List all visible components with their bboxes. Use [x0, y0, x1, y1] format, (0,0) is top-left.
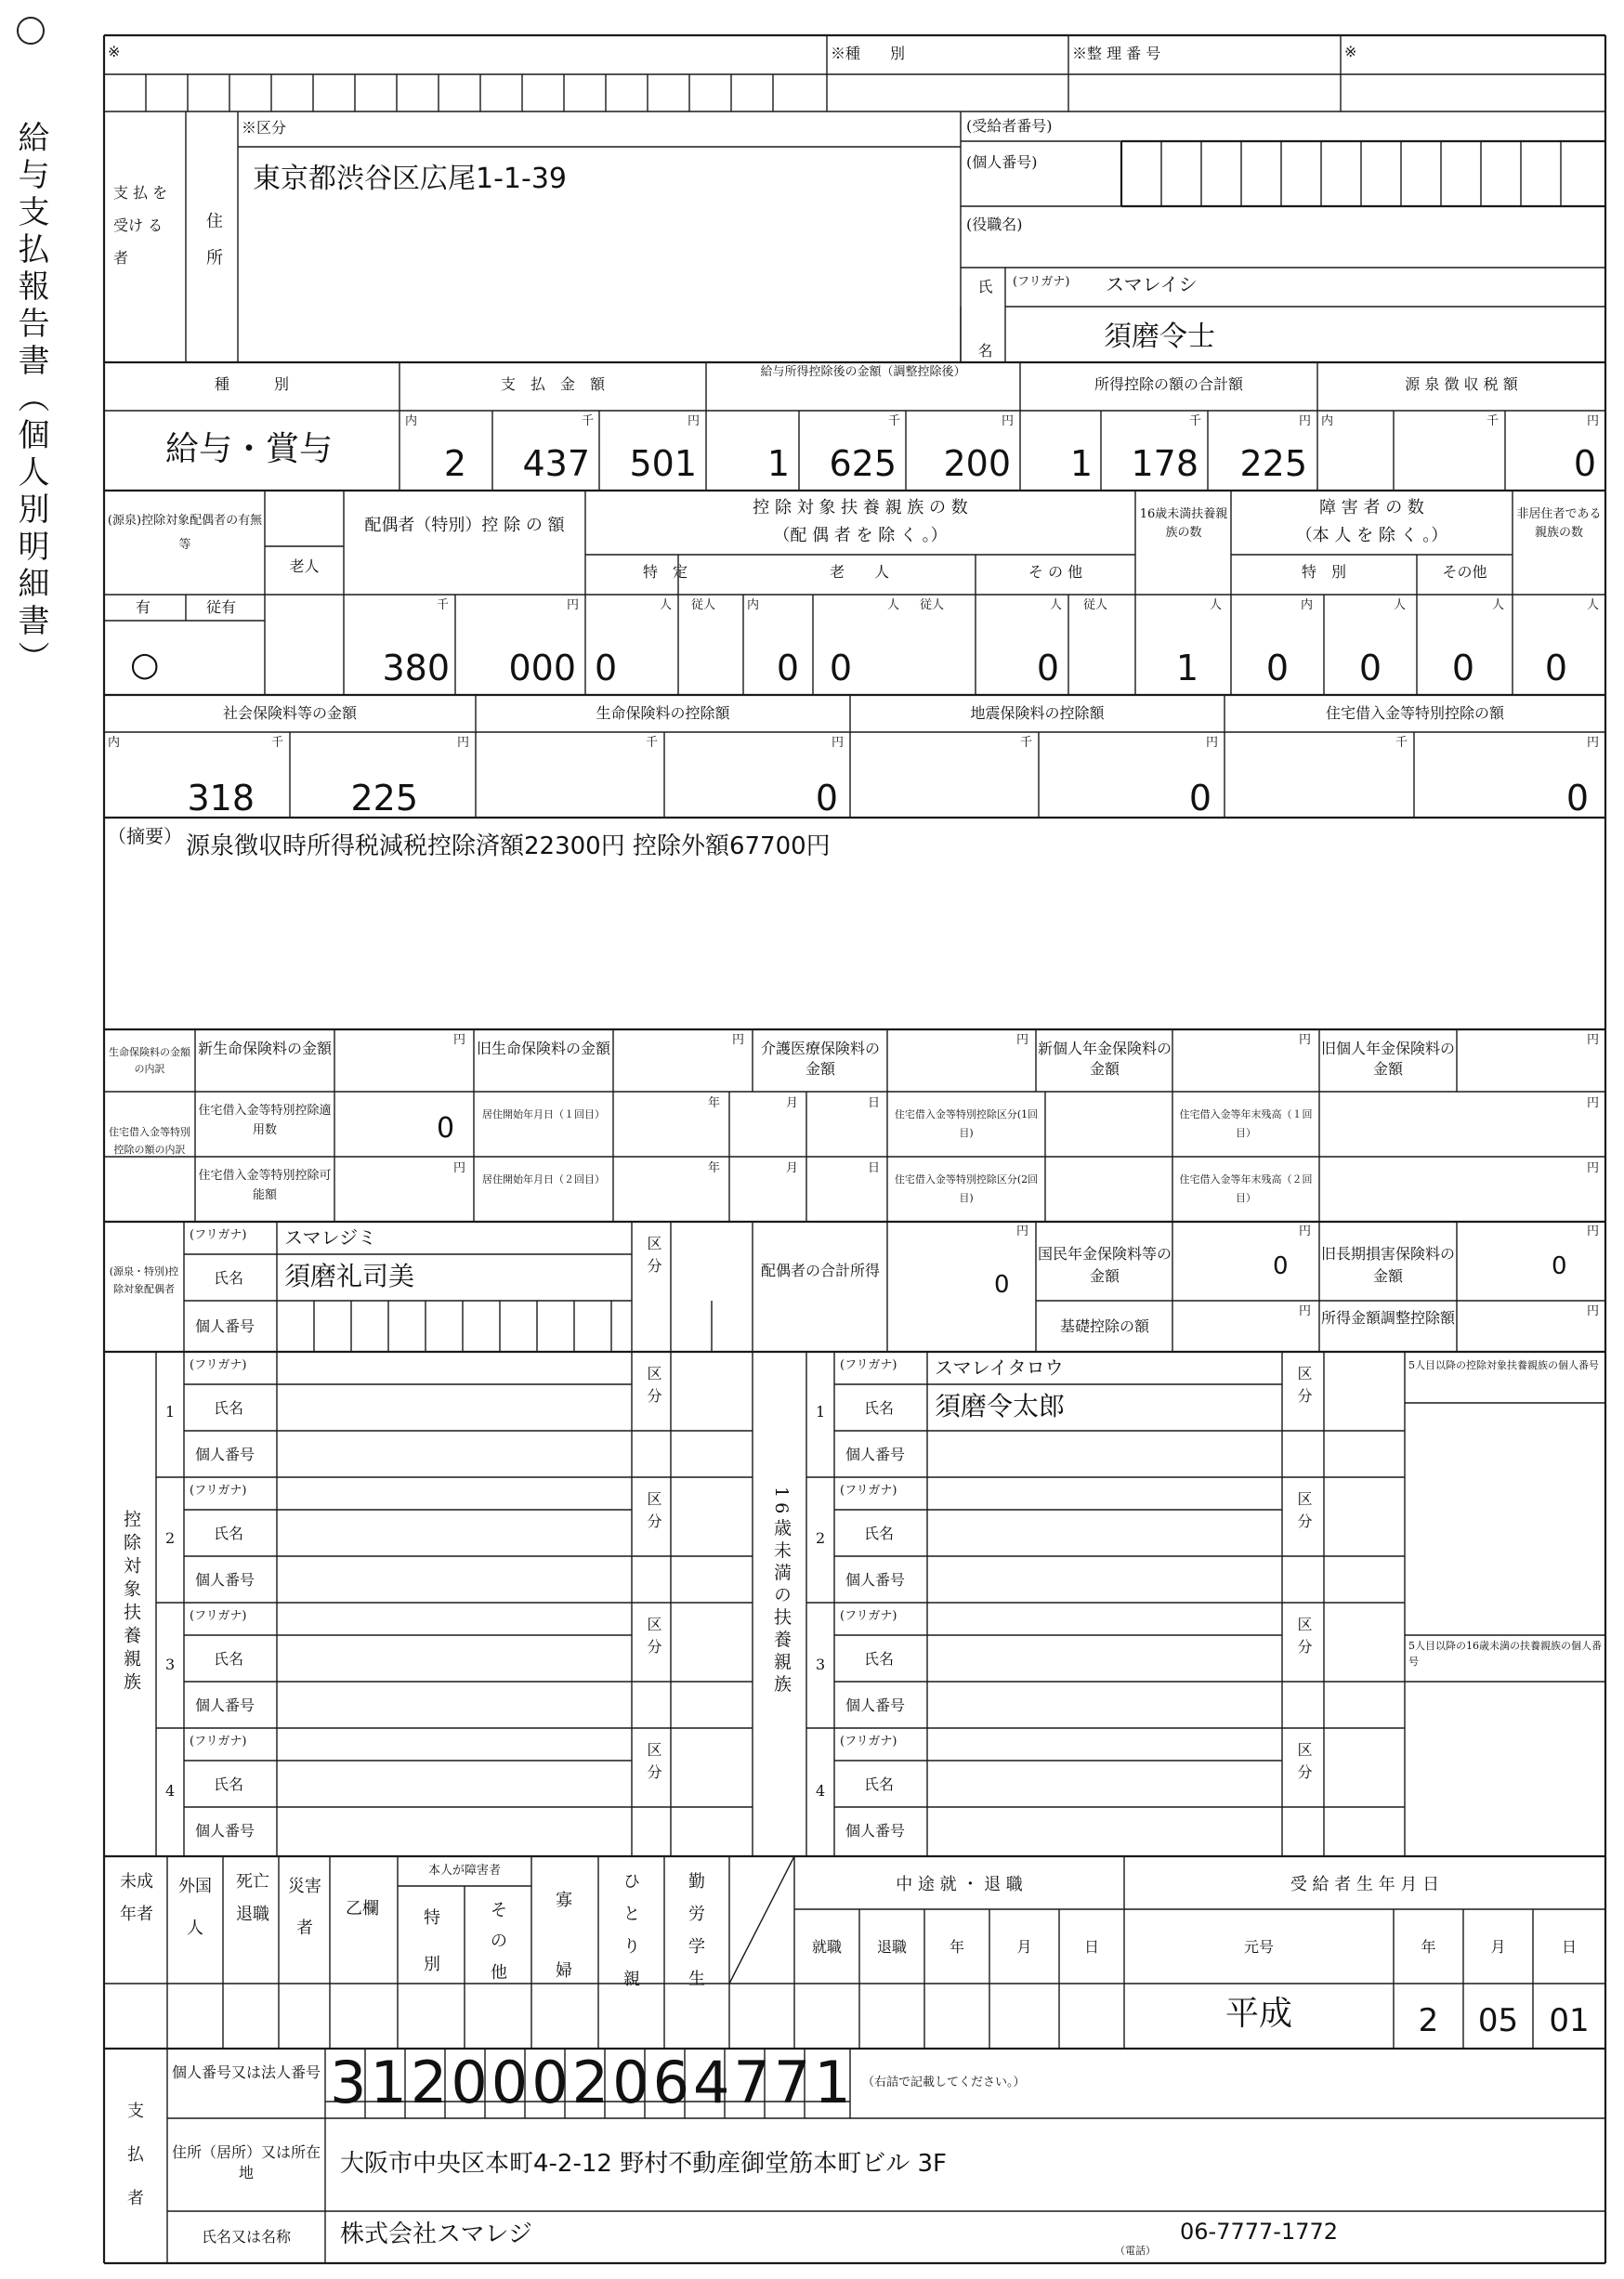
dep3-class-label: 区分 — [645, 1617, 662, 1661]
start2-month: 月 — [786, 1161, 799, 1175]
birth-month: 05 — [1477, 2002, 1519, 2039]
housing-possible-label: 住宅借入金等特別控除可能額 — [198, 1169, 332, 1202]
life-amount: 0 — [815, 778, 838, 819]
position-label: (役職名) — [966, 216, 1023, 233]
elderly-count: 0 — [829, 648, 853, 688]
dep4-number-label: 個人番号 — [195, 1822, 255, 1840]
header-ref-label: ※整 理 番 号 — [1072, 45, 1161, 62]
after-units: 200 — [943, 443, 1011, 484]
life-en-label: 円 — [832, 736, 845, 750]
dep-count-label: 控 除 対 象 扶 養 親 族 の 数 — [753, 498, 968, 517]
other-count: 0 — [1036, 648, 1059, 688]
old-damage-label: 旧長期損害保険料の金額 — [1321, 1245, 1456, 1285]
disabled-label: 障 害 者 の 数 — [1319, 498, 1424, 517]
yes-label: 有 — [136, 598, 151, 616]
u16-row-2: 2 — [816, 1529, 826, 1547]
pay-millions: 2 — [443, 443, 466, 484]
after-millions: 1 — [766, 443, 790, 484]
specific-count: 0 — [595, 648, 618, 688]
dep3-number-label: 個人番号 — [195, 1696, 255, 1714]
name-label: 氏 名 — [976, 279, 993, 381]
recipient-address: 東京都渋谷区広尾1-1-39 — [253, 163, 567, 195]
u16-3-name-label: 氏名 — [864, 1650, 895, 1668]
housing-amount: 0 — [1565, 778, 1589, 819]
midway-year-label: 年 — [949, 1938, 964, 1956]
pay-units: 501 — [629, 443, 697, 484]
special-label: 特 別 — [1301, 563, 1346, 581]
u16-row-3: 3 — [816, 1656, 826, 1673]
u16-4-furigana-label: (フリガナ) — [840, 1735, 897, 1749]
social-inner-label: 内 — [108, 736, 121, 750]
housing-sen-label: 千 — [1395, 736, 1408, 750]
other-follow: 従人 — [1083, 598, 1108, 612]
remarks-label: （摘要） — [108, 825, 182, 847]
pension-label: 国民年金保険料等の金額 — [1038, 1245, 1172, 1285]
spouse-income-label: 配偶者の合計所得 — [760, 1262, 880, 1279]
withholding-sen-label: 千 — [1486, 414, 1500, 428]
spouse-mark: ○ — [130, 646, 160, 684]
payer-address: 大阪市中央区本町4-2-12 野村不動産御堂筋本町ビル 3F — [340, 2150, 947, 2178]
u16-3-number-label: 個人番号 — [845, 1696, 906, 1714]
old-life-label: 旧生命保険料の金額 — [476, 1040, 610, 1057]
after-deduction-header: 給与所得控除後の金額（調整控除後） — [760, 365, 966, 379]
payer-number-label: 個人番号又は法人番号 — [171, 2063, 321, 2081]
total-millions: 1 — [1069, 443, 1093, 484]
payer-number-note: （右詰で記載してください。） — [862, 2076, 1026, 2089]
dep-row-1: 1 — [165, 1403, 176, 1421]
spouse-name: 須磨礼司美 — [284, 1261, 415, 1291]
u16-1-number-label: 個人番号 — [845, 1446, 906, 1463]
payer-tel-label: （電話） — [1115, 2245, 1156, 2257]
birth-day-label: 日 — [1561, 1938, 1577, 1956]
start1-month: 月 — [786, 1096, 799, 1110]
balance2-en: 円 — [1587, 1161, 1600, 1175]
retire-label: 退職 — [876, 1938, 907, 1956]
u16-2-furigana-label: (フリガナ) — [840, 1484, 897, 1498]
housing-en-label: 円 — [1587, 736, 1600, 750]
special-count: 0 — [1358, 648, 1382, 688]
u16-1-name-label: 氏名 — [864, 1399, 895, 1417]
pay-thousands: 437 — [522, 443, 590, 484]
spouse-amount-thousands: 380 — [382, 648, 450, 688]
start2-day: 日 — [868, 1161, 881, 1175]
self-other-label: その他 — [491, 1901, 507, 1983]
dep1-number-label: 個人番号 — [195, 1446, 255, 1463]
total-deduction-header: 所得控除の額の合計額 — [1094, 375, 1243, 393]
basic-label: 基礎控除の額 — [1059, 1317, 1149, 1335]
self-disabled-label: 本人が障害者 — [427, 1864, 501, 1878]
recipient-no-label: (受給者番号) — [966, 117, 1053, 135]
spouse-label: (源泉)控除対象配偶者の有無等 — [107, 514, 263, 552]
dep1-class-label: 区分 — [645, 1366, 662, 1410]
u16-2-class-label: 区分 — [1295, 1491, 1313, 1536]
form-title: 給与支払報告書（個人別明細書） — [12, 121, 49, 678]
my-number-label: (個人番号) — [966, 153, 1038, 171]
self-special-label: 特別 — [424, 1908, 440, 1975]
single-parent-label: ひとり親 — [623, 1872, 640, 1990]
spouse-furigana-label: (フリガナ) — [190, 1228, 247, 1242]
special-unit: 人 — [1394, 598, 1407, 612]
note-5th-under16: 5人目以降の16歳未満の扶養親族の個人番号 — [1408, 1640, 1602, 1668]
dep4-furigana-label: (フリガナ) — [190, 1735, 247, 1749]
elderly-inner-label: 内 — [747, 598, 760, 612]
birth-day: 01 — [1549, 2002, 1590, 2039]
possible-en: 円 — [453, 1161, 466, 1175]
u16-4-class-label: 区分 — [1295, 1742, 1313, 1787]
spouse-income: 0 — [994, 1271, 1010, 1299]
withholding-inner-label: 内 — [1321, 414, 1334, 428]
dep4-name-label: 氏名 — [214, 1775, 244, 1793]
new-pension-label: 新個人年金保険料の金額 — [1038, 1040, 1172, 1079]
remarks-text: 源泉徴収時所得税減税控除済額22300円 控除外額67700円 — [186, 832, 831, 860]
withholding-header: 源 泉 徴 収 税 額 — [1405, 375, 1518, 393]
hire-label: 就職 — [811, 1938, 842, 1956]
specific-unit: 人 — [660, 598, 673, 612]
payer-name: 株式会社スマレジ — [340, 2220, 532, 2248]
after-thousands: 625 — [829, 443, 897, 484]
dep1-furigana-label: (フリガナ) — [190, 1358, 247, 1372]
furigana-label: (フリガナ) — [1013, 275, 1070, 289]
spouse-class-label: 区分 — [645, 1236, 662, 1280]
old-pension-en: 円 — [1587, 1033, 1600, 1047]
payer-label: 支 払 者 — [127, 2102, 144, 2208]
balance1-en: 円 — [1587, 1096, 1600, 1110]
spouse-en-label: 円 — [567, 598, 580, 612]
u16-row-1: 1 — [816, 1403, 826, 1421]
total-thousands: 178 — [1131, 443, 1198, 484]
era-label: 元号 — [1243, 1938, 1274, 1956]
class1-label: 住宅借入金等特別控除区分(1回目) — [894, 1108, 1039, 1139]
other2-unit: 人 — [1492, 598, 1505, 612]
otsu-label: 乙欄 — [346, 1899, 379, 1919]
other2-count: 0 — [1451, 648, 1475, 688]
basic-en: 円 — [1299, 1304, 1312, 1318]
spouse-sen-label: 千 — [437, 598, 450, 612]
birth-year: 2 — [1418, 2002, 1439, 2039]
student-label: 勤労学生 — [688, 1872, 705, 1990]
spouse-block-label: (源泉・特別)控除対象配偶者 — [109, 1265, 179, 1295]
dep2-class-label: 区分 — [645, 1491, 662, 1536]
old-life-en: 円 — [732, 1033, 745, 1047]
spouse-furigana: スマレジミ — [284, 1226, 377, 1249]
u16-row-4: 4 — [816, 1782, 826, 1800]
elderly-follow: 従人 — [920, 598, 945, 612]
u16-3-class-label: 区分 — [1295, 1617, 1313, 1661]
recipient-furigana: スマレイシ — [1106, 273, 1198, 295]
disaster-label: 災害者 — [288, 1877, 321, 1938]
header-type-label: ※種 別 — [831, 45, 906, 62]
quake-label: 地震保険料の控除額 — [970, 704, 1105, 722]
u16-4-name-label: 氏名 — [864, 1775, 895, 1793]
social-thousands: 318 — [187, 778, 255, 819]
dep-row-4: 4 — [165, 1782, 176, 1800]
new-life-label: 新生命保険料の金額 — [197, 1040, 332, 1057]
other-label: そ の 他 — [1028, 563, 1083, 581]
housing-applicable-value: 0 — [437, 1112, 455, 1145]
nonresident-label: 非居住者である親族の数 — [1516, 507, 1602, 540]
spouse-my-number-label: 個人番号 — [195, 1317, 255, 1335]
disabled-sub: （本 人 を 除 く 。） — [1295, 526, 1448, 545]
dep-row-3: 3 — [165, 1656, 176, 1673]
disabled-inner-label: 内 — [1301, 598, 1314, 612]
old-damage-en: 円 — [1587, 1225, 1600, 1238]
start1-day: 日 — [868, 1096, 881, 1110]
u16-4-number-label: 個人番号 — [845, 1822, 906, 1840]
dep1-name-label: 氏名 — [214, 1399, 244, 1417]
pension-en: 円 — [1299, 1225, 1312, 1238]
elderly-inner-count: 0 — [776, 648, 799, 688]
disabled-inner-count: 0 — [1265, 648, 1290, 688]
housing-label: 住宅借入金等特別控除の額 — [1325, 704, 1504, 722]
adjust-en: 円 — [1587, 1304, 1600, 1318]
social-en-label: 円 — [457, 736, 470, 750]
spouse-amount-units: 000 — [508, 648, 576, 688]
spouse-name-label: 氏名 — [214, 1269, 244, 1287]
birth-month-label: 月 — [1490, 1938, 1506, 1956]
recipient-section-label: 支 払 を受け る 者 — [113, 184, 168, 268]
start2-label: 居住開始年月日（２回目） — [482, 1173, 605, 1185]
u16-1-class-label: 区分 — [1295, 1366, 1313, 1410]
spouse-income-en: 円 — [1016, 1225, 1029, 1238]
social-label: 社会保険料等の金額 — [222, 704, 357, 722]
life-label: 生命保険料の控除額 — [596, 704, 730, 722]
midway-label: 中 途 就 ・ 退 職 — [896, 1875, 1023, 1894]
dep-row-2: 2 — [165, 1529, 176, 1547]
quake-en-label: 円 — [1206, 736, 1219, 750]
medical-en: 円 — [1016, 1033, 1029, 1047]
payer-number: 3120002064771 — [330, 2049, 855, 2116]
payer-name-label: 氏名又は名称 — [201, 2228, 291, 2246]
social-units: 225 — [350, 778, 418, 819]
u16-3-furigana-label: (フリガナ) — [840, 1609, 897, 1623]
birth-label: 受 給 者 生 年 月 日 — [1290, 1875, 1440, 1894]
u16-2-name-label: 氏名 — [864, 1525, 895, 1542]
dep2-name-label: 氏名 — [214, 1525, 244, 1542]
dep4-class-label: 区分 — [645, 1742, 662, 1787]
payer-tel: 06-7777-1772 — [1180, 2219, 1339, 2245]
pay-sen-label: 千 — [582, 414, 595, 428]
new-pension-en: 円 — [1299, 1033, 1312, 1047]
payer-address-label: 住所（居所）又は所在地 — [171, 2143, 321, 2182]
midway-day-label: 日 — [1083, 1938, 1099, 1956]
adjust-label: 所得金額調整控除額 — [1321, 1309, 1456, 1327]
dep3-furigana-label: (フリガナ) — [190, 1609, 247, 1623]
old-damage-amount: 0 — [1552, 1252, 1567, 1280]
life-sen-label: 千 — [646, 736, 659, 750]
medical-label: 介護医療保険料の金額 — [760, 1040, 880, 1079]
dep2-number-label: 個人番号 — [195, 1571, 255, 1589]
elderly-label: 老人 — [289, 557, 320, 575]
start1-label: 居住開始年月日（１回目） — [482, 1108, 605, 1120]
after-sen-label: 千 — [888, 414, 901, 428]
life-breakdown-label: 生命保険料の金額の内訳 — [109, 1046, 190, 1075]
death-label: 死亡退職 — [236, 1872, 269, 1925]
withholding-amount: 0 — [1573, 443, 1596, 484]
start1-year: 年 — [708, 1096, 721, 1110]
old-pension-label: 旧個人年金保険料の金額 — [1321, 1040, 1456, 1079]
total-en-label: 円 — [1299, 414, 1312, 428]
start2-year: 年 — [708, 1161, 721, 1175]
dep-family-label: 控除対象扶養親族 — [121, 1510, 141, 1696]
header-mark2: ※ — [1344, 43, 1357, 60]
under16-count: 1 — [1175, 648, 1198, 688]
recipient-name: 須磨令士 — [1104, 321, 1215, 353]
dep2-furigana-label: (フリガナ) — [190, 1484, 247, 1498]
type-header: 種 別 — [214, 375, 289, 393]
u16-1-furigana-label: (フリガナ) — [840, 1358, 897, 1372]
withholding-en-label: 円 — [1587, 414, 1600, 428]
pay-header: 支 払 金 額 — [500, 375, 605, 393]
midway-month-label: 月 — [1016, 1938, 1032, 1956]
header-mark: ※ — [108, 43, 121, 60]
nonresident-unit: 人 — [1587, 598, 1600, 612]
dep3-name-label: 氏名 — [214, 1650, 244, 1668]
ward-label: ※区分 — [242, 119, 287, 137]
birth-era: 平成 — [1225, 1995, 1292, 2033]
other2-label: その他 — [1442, 563, 1487, 581]
nonresident-count: 0 — [1544, 648, 1568, 688]
elderly-unit: 人 — [887, 598, 900, 612]
income-type: 給与・賞与 — [165, 430, 334, 468]
new-life-en: 円 — [453, 1033, 466, 1047]
follow-label: 従有 — [206, 598, 237, 616]
spouse-deduction-label: 配偶者（特別）控 除 の 額 — [364, 516, 565, 535]
note-5th-dependent: 5人目以降の控除対象扶養親族の個人番号 — [1408, 1359, 1599, 1371]
balance1-label: 住宅借入金等年末残高（１回目） — [1179, 1108, 1313, 1139]
quake-amount: 0 — [1188, 778, 1211, 819]
u16-1-furigana: スマレイタロウ — [935, 1356, 1064, 1379]
u16-2-number-label: 個人番号 — [845, 1571, 906, 1589]
dep-count-sub: （配 偶 者 を 除 く 。） — [773, 526, 948, 545]
housing-breakdown-label: 住宅借入金等特別控除の額の内訳 — [109, 1126, 190, 1156]
after-en-label: 円 — [1002, 414, 1015, 428]
foreigner-label: 外国人 — [178, 1877, 212, 1938]
address-label: 住 所 — [203, 212, 223, 273]
widow-label: 寡婦 — [556, 1891, 572, 1981]
total-sen-label: 千 — [1189, 414, 1202, 428]
other-unit: 人 — [1050, 598, 1063, 612]
birth-year-label: 年 — [1421, 1938, 1436, 1956]
under16-label: 16歳未満扶養親族の数 — [1139, 507, 1228, 540]
under16-family-label: 16歳未満の扶養親族 — [771, 1487, 792, 1697]
quake-sen-label: 千 — [1020, 736, 1033, 750]
under16-unit: 人 — [1210, 598, 1223, 612]
total-units: 225 — [1239, 443, 1307, 484]
elderly2-label: 老 人 — [829, 563, 889, 581]
specific-label: 特 定 — [642, 563, 688, 581]
class2-label: 住宅借入金等特別控除区分(2回目) — [894, 1173, 1039, 1204]
pension-amount: 0 — [1273, 1252, 1289, 1280]
social-sen-label: 千 — [271, 736, 284, 750]
minor-label: 未成年者 — [120, 1872, 153, 1925]
pay-en-label: 円 — [688, 414, 701, 428]
housing-applicable-label: 住宅借入金等特別控除適用数 — [198, 1104, 332, 1137]
balance2-label: 住宅借入金等年末残高（２回目） — [1179, 1173, 1313, 1204]
pay-inner-label: 内 — [405, 414, 418, 428]
specific-follow: 従人 — [691, 598, 716, 612]
u16-1-name: 須磨令太郎 — [935, 1391, 1066, 1421]
